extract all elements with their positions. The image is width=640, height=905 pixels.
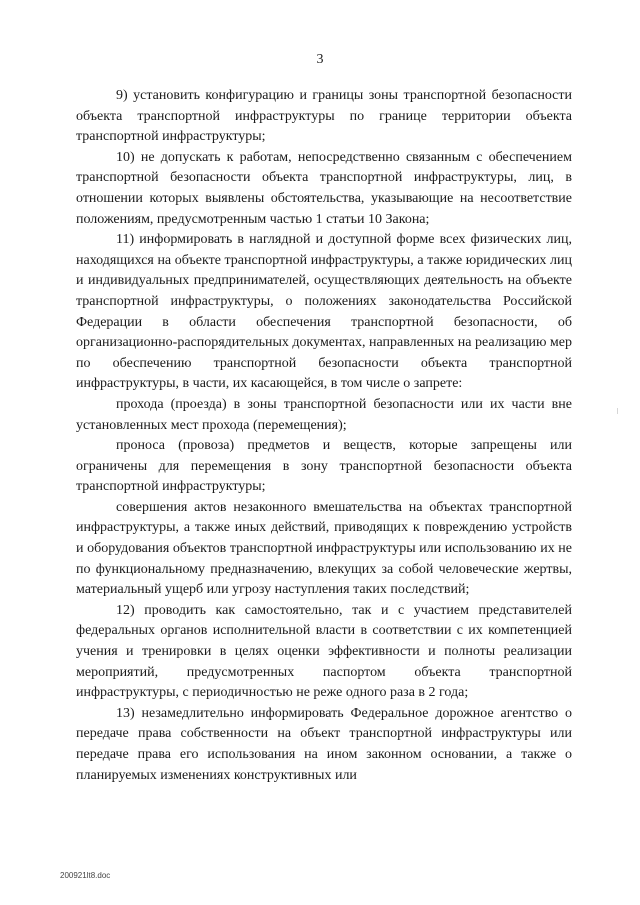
paragraph-item-9: 9) установить конфигурацию и границы зоны транспортной безопасности объекта транспортной инфраструктуры по границе территории объекта транспортной инфраструктуры;	[76, 88, 572, 145]
paragraph-prohibition-passage: прохода (проезда) в зоны транспортной безопасности или их части вне установленных мест прохода (перемещения);	[76, 396, 572, 433]
footer-filename: 200921lt8.doc	[60, 871, 111, 880]
paragraph-prohibition-carrying: проноса (провоза) предметов и веществ, которые запрещены или ограничены для перемещения в зону транспортной безопасности объекта транспортной инфраструктуры;	[76, 438, 572, 495]
paragraph-item-11: 11) информировать в наглядной и доступной форме всех физических лиц, находящихся на объекте транспортной инфраструктуры, а также юридических лиц и индивидуальных предпринимателей, осуществляющих деятельность на объекте транспортной инфраструктуры, о положениях законодательства Российской Федерации в области обеспечения транспортной безопасности, об организационно-распорядительных документах, направленных на реализацию мер по обеспечению транспортной безопасности объекта транспортной инфраструктуры, в части, их касающейся, в том числе о запрете:	[76, 232, 572, 392]
document-body	[76, 86, 572, 786]
paragraph-item-13: 13) незамедлительно информировать Федеральное дорожное агентство о передаче права собственности на объект транспортной инфраструктуры или передаче права его использования на ином законном основании, а также о планируемых изменениях конструктивных или	[76, 705, 572, 783]
paragraph-item-12: 12) проводить как самостоятельно, так и с участием представителей федеральных органов исполнительной власти в соответствии с их компетенцией учения и тренировки в целях оценки эффективности и полноты реализации мероприятий, предусмотренных паспортом объекта транспортной инфраструктуры, с периодичностью не реже одного раза в 2 года;	[76, 602, 572, 701]
scan-speck	[617, 408, 618, 414]
paragraph-item-10: 10) не допускать к работам, непосредственно связанным с обеспечением транспортной безопасности объекта транспортной инфраструктуры, лиц, в отношении которых выявлены обстоятельства, указывающие на несоответствие положениям, предусмотренным частью 1 статьи 10 Закона;	[76, 149, 572, 227]
paragraph-prohibition-interference: совершения актов незаконного вмешательства на объектах транспортной инфраструктуры, а также иных действий, приводящих к повреждению устройств и оборудования объектов транспортной инфраструктуры или использованию их не по функциональному предназначению, влекущих за собой человеческие жертвы, материальный ущерб или угрозу наступления таких последствий;	[76, 499, 572, 598]
page-number: 3	[316, 52, 324, 67]
